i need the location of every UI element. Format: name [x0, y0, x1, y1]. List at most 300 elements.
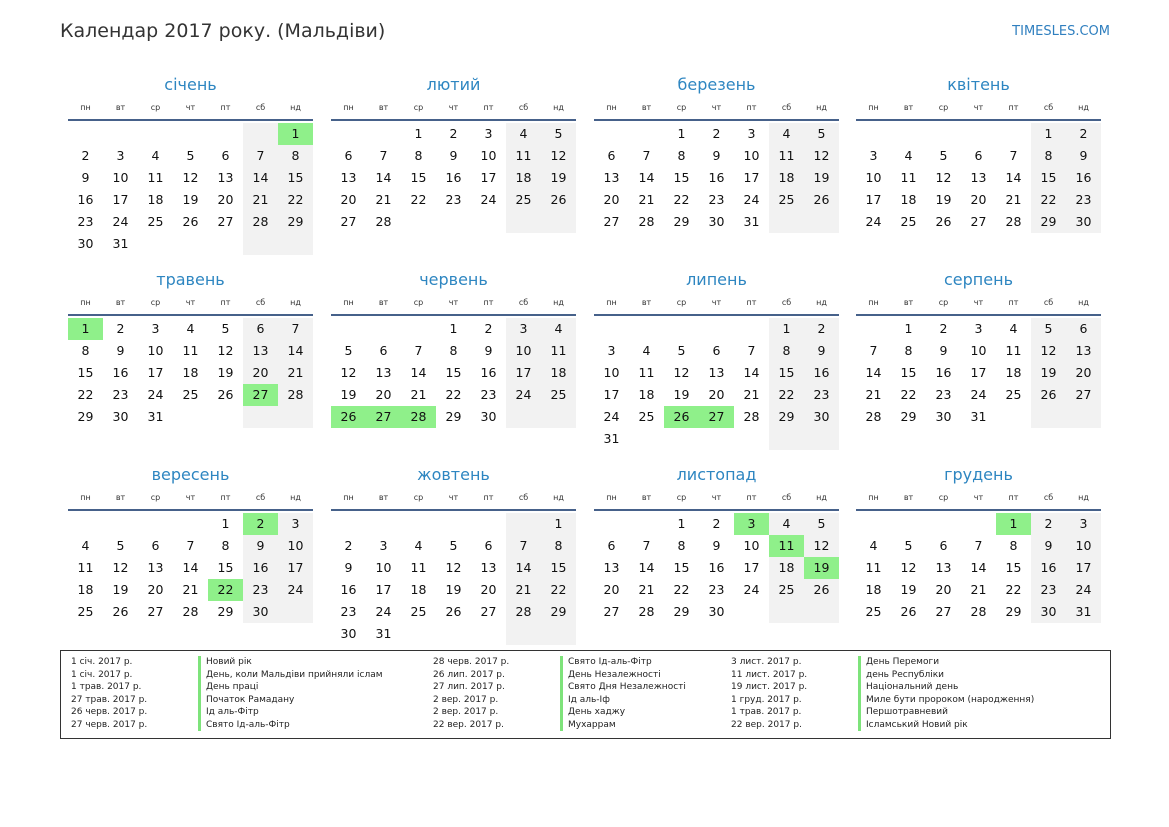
holiday-name: Ід аль-Іф [560, 694, 610, 707]
holiday-date: 2 вер. 2017 р. [433, 694, 499, 705]
weekday-label: пт [746, 103, 757, 112]
empty-day-cell [506, 406, 541, 428]
day-cell: 20 [480, 582, 497, 597]
day-cell: 20 [603, 192, 620, 207]
day-cell: 4 [1009, 321, 1018, 336]
empty-day-cell [629, 318, 664, 340]
day-cell: 24 [1066, 579, 1101, 601]
weekday-label: нд [1078, 103, 1089, 112]
weekday-label: сб [518, 103, 529, 112]
weekday-label: пт [1008, 298, 1019, 307]
day-cell: 21 [278, 362, 313, 384]
weekday-label: пн [868, 493, 879, 502]
weekday-label: ср [150, 103, 161, 112]
day-cell: 25 [506, 189, 541, 211]
day-cell: 25 [1005, 387, 1022, 402]
month-name: лютий [426, 75, 481, 94]
day-cell: 26 [804, 579, 839, 601]
holiday-row [433, 706, 731, 719]
day-cell: 12 [217, 343, 234, 358]
day-cell: 5 [186, 148, 195, 163]
weekday-label: нд [816, 103, 827, 112]
day-cell: 9 [712, 538, 721, 553]
day-cell: 23 [77, 214, 94, 229]
day-cell: 11 [1005, 343, 1022, 358]
day-cell: 12 [112, 560, 129, 575]
day-cell: 3 [151, 321, 160, 336]
day-cell: 20 [708, 387, 725, 402]
day-cell: 15 [217, 560, 234, 575]
day-cell: 27 [970, 214, 987, 229]
day-cell: 22 [1005, 582, 1022, 597]
month-divider [68, 509, 313, 511]
month-name: жовтень [417, 465, 490, 484]
weekday-label: ср [938, 493, 949, 502]
month-divider [68, 119, 313, 121]
empty-day-cell [996, 406, 1031, 428]
day-cell: 27 [603, 604, 620, 619]
day-cell: 13 [480, 560, 497, 575]
weekday-label: вт [115, 298, 126, 307]
weekday-label: пн [606, 298, 617, 307]
day-cell: 17 [147, 365, 164, 380]
holiday-row [731, 669, 1034, 682]
weekday-label: пн [606, 103, 617, 112]
empty-day-cell [856, 513, 891, 535]
day-cell: 14 [278, 340, 313, 362]
day-cell: 26 [1031, 384, 1066, 406]
day-cell: 7 [1009, 148, 1018, 163]
day-cell: 15 [1031, 167, 1066, 189]
site-link[interactable]: TIMESLES.COM [1012, 24, 1110, 39]
weekday-label: пт [746, 298, 757, 307]
day-cell: 22 [445, 387, 462, 402]
day-cell: 16 [1031, 557, 1066, 579]
day-cell: 2 [344, 538, 353, 553]
day-cell: 16 [708, 170, 725, 185]
day-cell: 25 [638, 409, 655, 424]
empty-day-cell [804, 428, 839, 450]
empty-day-cell [541, 406, 576, 428]
day-cell: 18 [769, 557, 804, 579]
day-cell: 5 [677, 343, 686, 358]
day-cell: 7 [243, 145, 278, 167]
day-cell: 1 [677, 126, 686, 141]
month-10 [331, 464, 576, 645]
holiday-name: День Перемоги [858, 656, 939, 669]
month-8 [856, 269, 1101, 428]
day-cell: 5 [449, 538, 458, 553]
day-cell: 20 [375, 387, 392, 402]
day-cell: 23 [804, 384, 839, 406]
day-cell: 29 [278, 211, 313, 233]
day-cell: 31 [375, 626, 392, 641]
month-9 [68, 464, 313, 623]
day-cell: 24 [112, 214, 129, 229]
weekday-label: чт [448, 298, 459, 307]
day-cell: 25 [541, 384, 576, 406]
weekday-label: сб [1043, 298, 1054, 307]
day-cell: 19 [541, 167, 576, 189]
day-cell: 21 [638, 192, 655, 207]
empty-day-cell [401, 318, 436, 340]
day-cell: 8 [221, 538, 230, 553]
weekday-label: сб [1043, 103, 1054, 112]
day-cell: 13 [970, 170, 987, 185]
day-cell: 18 [541, 362, 576, 384]
empty-day-cell [243, 406, 278, 428]
day-cell: 16 [935, 365, 952, 380]
day-cell: 12 [541, 145, 576, 167]
weekday-label: пт [220, 493, 231, 502]
day-cell: 14 [375, 170, 392, 185]
weekday-label: вт [641, 103, 652, 112]
day-cell: 18 [769, 167, 804, 189]
month-divider [331, 509, 576, 511]
holiday-day-cell: 19 [804, 557, 839, 579]
day-cell: 9 [116, 343, 125, 358]
day-cell: 11 [769, 145, 804, 167]
day-cell: 24 [970, 387, 987, 402]
day-cell: 7 [379, 148, 388, 163]
day-cell: 4 [541, 318, 576, 340]
day-cell: 26 [217, 387, 234, 402]
month-divider [594, 119, 839, 121]
holiday-row [71, 706, 433, 719]
day-cell: 3 [506, 318, 541, 340]
day-cell: 16 [112, 365, 129, 380]
month-divider [594, 314, 839, 316]
weekday-label: чт [448, 103, 459, 112]
weekday-label: сб [781, 493, 792, 502]
day-cell: 3 [379, 538, 388, 553]
weekday-label: пн [606, 493, 617, 502]
weekday-label: нд [1078, 493, 1089, 502]
holiday-row [433, 656, 731, 669]
holiday-day-cell: 1 [996, 513, 1031, 535]
holiday-date: 1 трав. 2017 р. [731, 707, 802, 717]
day-cell: 25 [769, 579, 804, 601]
day-cell: 17 [278, 557, 313, 579]
day-cell: 10 [970, 343, 987, 358]
weekday-label: вт [115, 493, 126, 502]
empty-day-cell [208, 406, 243, 428]
weekday-label: сб [781, 103, 792, 112]
month-days [331, 123, 576, 233]
holiday-date: 11 лист. 2017 р. [731, 669, 808, 680]
day-cell: 30 [243, 601, 278, 623]
holiday-name: Мухаррам [560, 719, 616, 732]
holiday-row [433, 694, 731, 707]
day-cell: 4 [506, 123, 541, 145]
empty-day-cell [506, 211, 541, 233]
day-cell: 4 [769, 513, 804, 535]
day-cell: 24 [480, 192, 497, 207]
day-cell: 14 [743, 365, 760, 380]
day-cell: 11 [865, 560, 882, 575]
empty-day-cell [629, 428, 664, 450]
day-cell: 22 [900, 387, 917, 402]
day-cell: 19 [804, 167, 839, 189]
empty-day-cell [734, 428, 769, 450]
weekday-label: чт [448, 493, 459, 502]
day-cell: 13 [217, 170, 234, 185]
empty-day-cell [594, 318, 629, 340]
day-cell: 8 [1031, 145, 1066, 167]
day-cell: 2 [939, 321, 948, 336]
day-cell: 12 [445, 560, 462, 575]
empty-day-cell [699, 428, 734, 450]
day-cell: 29 [1005, 604, 1022, 619]
empty-day-cell [594, 123, 629, 145]
day-cell: 2 [81, 148, 90, 163]
day-cell: 14 [182, 560, 199, 575]
month-12 [856, 464, 1101, 623]
day-cell: 23 [480, 387, 497, 402]
holiday-row [71, 719, 433, 732]
day-cell: 7 [642, 148, 651, 163]
empty-day-cell [401, 513, 436, 535]
day-cell: 15 [77, 365, 94, 380]
day-cell: 6 [712, 343, 721, 358]
weekday-header [331, 294, 576, 312]
weekday-label: пт [1008, 493, 1019, 502]
day-cell: 28 [638, 604, 655, 619]
month-1 [68, 74, 313, 255]
day-cell: 14 [1005, 170, 1022, 185]
day-cell: 23 [340, 604, 357, 619]
holiday-day-cell: 27 [243, 384, 278, 406]
empty-day-cell [436, 513, 471, 535]
day-cell: 6 [344, 148, 353, 163]
day-cell: 25 [77, 604, 94, 619]
month-days [68, 318, 313, 428]
holiday-day-cell: 27 [366, 406, 401, 428]
holiday-row [731, 706, 1034, 719]
weekday-label: нд [816, 298, 827, 307]
day-cell: 9 [344, 560, 353, 575]
holiday-day-cell: 26 [331, 406, 366, 428]
day-cell: 14 [506, 557, 541, 579]
day-cell: 29 [1031, 211, 1066, 233]
empty-day-cell [68, 123, 103, 145]
weekday-label: ср [938, 298, 949, 307]
empty-day-cell [103, 513, 138, 535]
day-cell: 30 [935, 409, 952, 424]
day-cell: 28 [638, 214, 655, 229]
empty-day-cell [366, 123, 401, 145]
weekday-label: чт [185, 493, 196, 502]
weekday-label: пн [80, 493, 91, 502]
holiday-date: 1 груд. 2017 р. [731, 694, 802, 705]
day-cell: 17 [375, 582, 392, 597]
holiday-day-cell: 1 [68, 318, 103, 340]
day-cell: 14 [410, 365, 427, 380]
weekday-label: ср [413, 493, 424, 502]
weekday-label: вт [641, 298, 652, 307]
holiday-name: Початок Рамадану [198, 694, 294, 707]
day-cell: 19 [340, 387, 357, 402]
day-cell: 23 [935, 387, 952, 402]
day-cell: 22 [673, 192, 690, 207]
day-cell: 15 [769, 362, 804, 384]
holiday-row [731, 656, 1034, 669]
weekday-header [594, 99, 839, 117]
day-cell: 11 [77, 560, 94, 575]
empty-day-cell [173, 233, 208, 255]
month-name: квітень [947, 75, 1010, 94]
day-cell: 12 [182, 170, 199, 185]
month-name: січень [164, 75, 217, 94]
day-cell: 1 [769, 318, 804, 340]
empty-day-cell [891, 123, 926, 145]
day-cell: 26 [112, 604, 129, 619]
weekday-header [331, 489, 576, 507]
weekday-label: пн [80, 298, 91, 307]
day-cell: 1 [541, 513, 576, 535]
weekday-label: нд [553, 493, 564, 502]
empty-day-cell [699, 318, 734, 340]
day-cell: 23 [112, 387, 129, 402]
day-cell: 7 [278, 318, 313, 340]
day-cell: 16 [243, 557, 278, 579]
weekday-label: пт [746, 493, 757, 502]
month-3 [594, 74, 839, 233]
day-cell: 18 [900, 192, 917, 207]
weekday-label: нд [816, 493, 827, 502]
day-cell: 23 [708, 582, 725, 597]
weekday-label: пт [220, 298, 231, 307]
empty-day-cell [769, 211, 804, 233]
day-cell: 10 [375, 560, 392, 575]
empty-day-cell [541, 623, 576, 645]
day-cell: 26 [541, 189, 576, 211]
day-cell: 15 [673, 170, 690, 185]
weekday-label: чт [711, 493, 722, 502]
holiday-date: 26 черв. 2017 р. [71, 707, 148, 717]
day-cell: 12 [935, 170, 952, 185]
empty-day-cell [891, 513, 926, 535]
day-cell: 15 [445, 365, 462, 380]
day-cell: 1 [449, 321, 458, 336]
day-cell: 29 [673, 604, 690, 619]
holiday-date: 22 вер. 2017 р. [731, 719, 802, 730]
day-cell: 22 [1031, 189, 1066, 211]
weekday-label: чт [973, 493, 984, 502]
day-cell: 5 [116, 538, 125, 553]
day-cell: 26 [935, 214, 952, 229]
day-cell: 10 [506, 340, 541, 362]
weekday-label: вт [903, 493, 914, 502]
day-cell: 21 [506, 579, 541, 601]
empty-day-cell [629, 123, 664, 145]
day-cell: 12 [340, 365, 357, 380]
day-cell: 11 [638, 365, 655, 380]
weekday-label: пт [220, 103, 231, 112]
holiday-date: 22 вер. 2017 р. [433, 719, 504, 730]
holiday-name: день Республіки [858, 669, 944, 682]
day-cell: 30 [1031, 601, 1066, 623]
holiday-date: 27 черв. 2017 р. [71, 719, 148, 730]
day-cell: 21 [970, 582, 987, 597]
day-cell: 13 [1066, 340, 1101, 362]
day-cell: 9 [243, 535, 278, 557]
day-cell: 15 [673, 560, 690, 575]
day-cell: 25 [769, 189, 804, 211]
holiday-date: 1 січ. 2017 р. [71, 669, 133, 680]
weekday-label: ср [413, 298, 424, 307]
weekday-label: ср [150, 493, 161, 502]
day-cell: 14 [638, 560, 655, 575]
day-cell: 24 [865, 214, 882, 229]
day-cell: 2 [449, 126, 458, 141]
day-cell: 21 [743, 387, 760, 402]
day-cell: 10 [1066, 535, 1101, 557]
empty-day-cell [173, 123, 208, 145]
day-cell: 25 [147, 214, 164, 229]
day-cell: 1 [677, 516, 686, 531]
day-cell: 6 [484, 538, 493, 553]
day-cell: 13 [340, 170, 357, 185]
day-cell: 7 [642, 538, 651, 553]
holiday-table [60, 650, 1111, 739]
day-cell: 13 [243, 340, 278, 362]
month-name: березень [677, 75, 756, 94]
day-cell: 17 [865, 192, 882, 207]
day-cell: 30 [708, 604, 725, 619]
day-cell: 18 [77, 582, 94, 597]
weekday-header [68, 489, 313, 507]
day-cell: 2 [712, 516, 721, 531]
day-cell: 11 [541, 340, 576, 362]
day-cell: 21 [638, 582, 655, 597]
day-cell: 4 [81, 538, 90, 553]
weekday-label: чт [711, 103, 722, 112]
month-5 [68, 269, 313, 428]
holiday-name: Миле бути пророком (народження) [858, 694, 1034, 707]
empty-day-cell [594, 513, 629, 535]
day-cell: 30 [340, 626, 357, 641]
day-cell: 16 [708, 560, 725, 575]
day-cell: 8 [414, 148, 423, 163]
month-11 [594, 464, 839, 623]
weekday-label: сб [1043, 493, 1054, 502]
weekday-label: вт [378, 493, 389, 502]
empty-day-cell [138, 123, 173, 145]
day-cell: 2 [116, 321, 125, 336]
weekday-label: нд [553, 298, 564, 307]
month-name: травень [156, 270, 225, 289]
weekday-label: сб [255, 103, 266, 112]
day-cell: 10 [865, 170, 882, 185]
day-cell: 12 [804, 535, 839, 557]
empty-day-cell [1031, 406, 1066, 428]
empty-day-cell [331, 123, 366, 145]
month-2 [331, 74, 576, 233]
empty-day-cell [506, 513, 541, 535]
empty-day-cell [436, 623, 471, 645]
empty-day-cell [401, 211, 436, 233]
weekday-label: пн [868, 298, 879, 307]
day-cell: 10 [743, 538, 760, 553]
day-cell: 8 [1009, 538, 1018, 553]
day-cell: 9 [1031, 535, 1066, 557]
day-cell: 18 [147, 192, 164, 207]
holiday-day-cell: 22 [208, 579, 243, 601]
weekday-label: нд [290, 103, 301, 112]
day-cell: 2 [484, 321, 493, 336]
day-cell: 24 [603, 409, 620, 424]
